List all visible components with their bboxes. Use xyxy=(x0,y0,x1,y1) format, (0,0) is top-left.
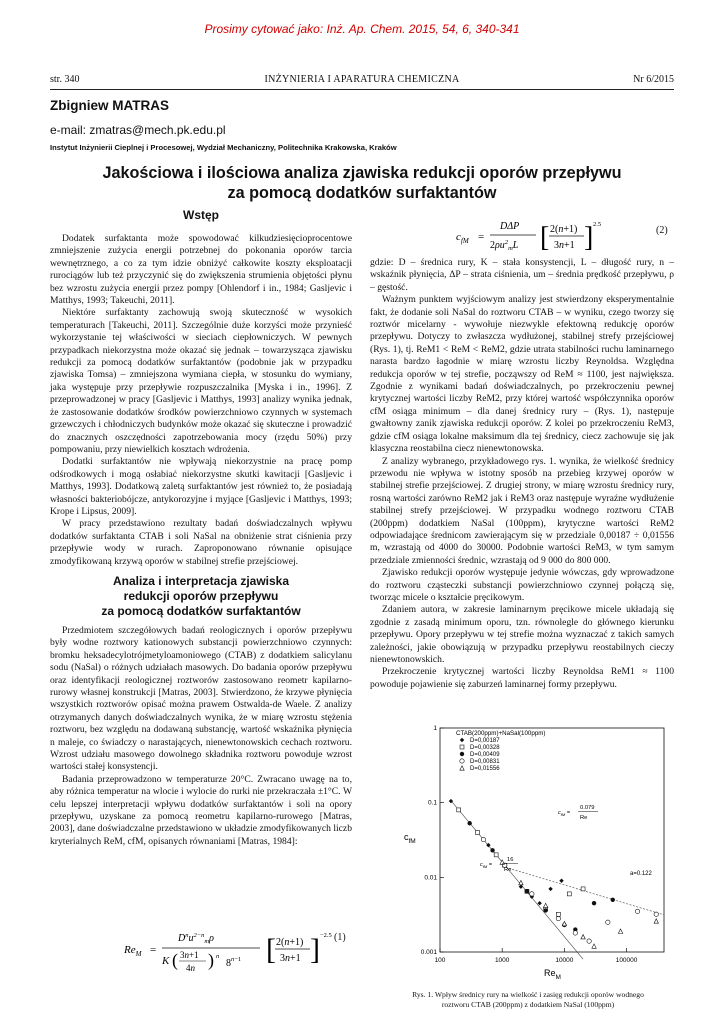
equation-1-formula xyxy=(120,928,360,974)
figure-caption: Rys. 1. Wpływ średnicy rury na wielkość i zasięg redukcji oporów wodnego roztworu CTAB (200ppm) z dodatkiem NaSal (100ppm) xyxy=(412,990,644,1009)
legend-marker xyxy=(460,738,464,742)
legend-title: CTAB(200ppm)+NaSal(100ppm) xyxy=(456,730,546,737)
running-head-issue: Nr 6/2015 xyxy=(633,74,674,85)
svg-text:2(n+1): 2(n+1) xyxy=(550,224,578,235)
paragraph: gdzie: D – średnica rury, K – stała konsystencji, L – długość rury, n – wskaźnik płynięcia, ΔP – strata ciśnienia, um – średnia prędkość przepływu, ρ – gęstość. xyxy=(370,257,674,293)
author-affiliation: Instytut Inżynierii Cieplnej i Procesowej, Wydział Mechaniczny, Politechnika Krakowska, Kraków xyxy=(50,143,397,152)
data-point xyxy=(587,939,591,943)
section-heading-analysis xyxy=(50,574,352,619)
svg-text:]: ] xyxy=(584,222,594,253)
data-point xyxy=(567,892,571,896)
equation-1 xyxy=(120,928,360,974)
svg-text:2(n+1): 2(n+1) xyxy=(276,937,304,948)
svg-text:ReM: $Re_M$ xyxy=(124,944,142,958)
y-tick-label: 0.001 xyxy=(420,949,437,956)
legend-marker xyxy=(460,752,464,756)
right-column xyxy=(370,257,674,691)
running-head-journal: INŻYNIERIA I APARATURA CHEMICZNA xyxy=(264,74,460,85)
legend-marker xyxy=(460,745,464,749)
x-axis-label: $Re_M$ xyxy=(544,968,561,981)
annotation-turbulent xyxy=(558,805,598,821)
figure-1 xyxy=(398,722,674,984)
data-point xyxy=(457,808,461,812)
legend-label: D=0,01556 xyxy=(470,766,500,772)
svg-text:3n+1: 3n+1 xyxy=(180,950,199,960)
paragraph: Dodatki surfaktantów nie wpływają niekorzystnie na pracę pomp odśrodkowych i mogą osłabiać niekorzystne skutki kawitacji [Gasljevic i Matthys, 1993]. Dodatkową zaletą surfaktantów jest również to, że posiadają własności bakteriobójcze, antykorozyjne i myjące [Gasljevic i Matthys, 1993; Krope i Lipsus, 2009]. xyxy=(50,456,352,517)
svg-text:2ρu2mL: $2\rho u^2_mL$ xyxy=(490,239,519,252)
data-point xyxy=(654,912,658,916)
svg-text:cfM: $c_{fM}$ xyxy=(456,231,469,245)
svg-text:]: ] xyxy=(310,933,320,966)
y-tick-label: 0.01 xyxy=(424,874,437,882)
friction-chart xyxy=(398,722,674,984)
paragraph: Dodatek surfaktanta może spowodować kilkudziesięcioprocentowe zmniejszenie zużycia energii potrzebnej do pokonania oporów tarcia wewnętrznego, a co za tym idzie obniżyć całkowite koszty eksploatacji rurociągów lub też przyczynić się do zwiększenia strumienia objętości płynu bez wzrostu zużycia energii przez pompy [Ohlendorf i in., 1984; Gasljevic i Matthys, 1993; Takeuchi, 2011]. xyxy=(50,233,352,307)
legend-marker xyxy=(460,766,464,770)
svg-text:): ) xyxy=(208,950,214,970)
paragraph: W pracy przedstawiono rezultaty badań doświadczalnych wpływu dodatków surfaktanta CTAB i soli NaSal na obniżenie strat ciśnienia przy przepływie wody w rurach. Zaproponowano równanie opisujące zmodyfikowaną krzywą oporów w stabilnej strefie przejściowej. xyxy=(50,518,352,567)
svg-text:Re: Re xyxy=(580,815,588,821)
svg-text:[: [ xyxy=(266,933,276,966)
legend-label: D=0,00328 xyxy=(470,745,500,751)
svg-text:4n: 4n xyxy=(186,963,195,973)
data-point xyxy=(475,830,479,834)
paragraph: Przedmiotem szczegółowych badań reologicznych i oporów przepływu były wodne roztwory kationowych substancji powierzchniowo czynnych: bromku heksadecylotrójmetyloamoniowego (CTAB) z dodatkiem salicylanu sodu (NaSal) o różnych udziałach masowych. Do badania oporów przepływu oraz identyfikacji reologicznej roztworów zastosowano reometr kapilarno-rurowy własnej konstrukcji [Matras, 2003]. Stwierdzono, że krzywe płynięcia wszystkich roztworów opisać można prawem Ostwalda-de Waele. Z analizy otrzymanych danych doświadczalnych wynika, że w miarę wzrostu stężenia roztworu, bez względu na dodawaną substancję, wartość wskaźnika płynięcia n maleje, co świadczy o narastających, nienewtonowskich cechach roztworu. Wzrost udziału masowego dowolnego składnika roztworu powoduje wzrost wartości stałej konsystencji. xyxy=(50,624,352,773)
svg-text:(: ( xyxy=(172,950,178,970)
svg-text:[: [ xyxy=(540,222,550,253)
citation-note: Prosimy cytować jako: Inż. Ap. Chem. 2015, 54, 6, 340-341 xyxy=(204,22,520,36)
paragraph: Niektóre surfaktanty zachowują swoją skuteczność w wysokich temperaturach [Takeuchi, 2011]. Szczególnie duże korzyści może przynieść wykorzystanie tej właściwości w sieciach ciepłowniczych. W pewnych przypadkach niekorzystna może okazać się jednak – towarzysząca zjawisku redukcji za pomocą dodatków surfaktantów (podobnie jak w przypadku zjawiska Tomsa) – zmniejszona wymiana ciepła, w stosunku do wymiany, jaka występuje przy przepływie rozpuszczalnika [Myska i in., 1996]. Z przeprowadzonej w pracy [Gasljevic i Matthys, 1993] analizy wynika jednak, że zastosowanie dodatków środków powierzchniowo czynnych w systemach grzewczych i chłodniczych budynków może okazać się skuteczne i prowadzić do znacznych oszczędności zapotrzebowania mocy (rzędu 50%) przy pompowaniu, przy niewielkich kosztach wdrożenia. xyxy=(50,307,352,455)
svg-text:=: = xyxy=(478,231,485,243)
data-point xyxy=(467,821,471,825)
paragraph: Zdaniem autora, w zakresie laminarnym pręcikowe micele układają się zgodnie z zasadą minimum oporu, tzn. równolegle do głównego kierunku przepływu. Opory przepływu w tej strefie można wyznaczać z takich samych zależności, jakie obowiązują w przypadku przepływu reostabilnych cieczy nienewtonowskich. xyxy=(370,604,674,665)
data-point xyxy=(525,889,529,893)
svg-text:Re: Re xyxy=(504,867,512,873)
svg-text:cfM =: $c_{fM}$ = xyxy=(558,810,570,817)
x-tick-label: 100000 xyxy=(615,957,638,964)
legend-marker xyxy=(460,759,464,763)
svg-text:3n+1: 3n+1 xyxy=(554,240,575,251)
x-tick-label: 100 xyxy=(434,957,446,964)
annotation-laminar xyxy=(480,857,518,873)
section-heading-line: za pomocą dodatków surfaktantów xyxy=(101,603,301,618)
svg-text:8n−1: $8^n-1$ xyxy=(226,956,242,969)
data-point xyxy=(494,853,498,857)
data-point xyxy=(543,908,547,912)
paragraph: Przekroczenie krytycznej wartości liczby Reynoldsa ReM1 ≈ 1100 powoduje pojawienie się zaburzeń laminarnej formy przepływu. xyxy=(370,666,674,690)
data-point xyxy=(481,837,485,841)
y-tick-label: 0.1 xyxy=(427,799,437,807)
data-point xyxy=(559,879,563,883)
running-head-page: str. 340 xyxy=(50,74,80,85)
section-heading-line: redukcji oporów przepływu xyxy=(123,588,279,603)
title-line-2: za pomocą dodatków surfaktantów xyxy=(227,184,497,202)
svg-text:−2.5: −2.5 xyxy=(320,932,332,939)
paragraph: Z analizy wybranego, przykładowego rys. 1. wynika, że wielkość średnicy przewodu nie wpływa w istotny sposób na przebieg krzywej oporów w stabilnej strefie przejściowej. Z drugiej strony, w miarę wzrostu średnicy rury, rosną wartości zarówno ReM2 jak i ReM3 oraz następuje wyraźne wydłużenie stabilnej strefy przejściowej. W przypadku wodnego roztworu CTAB (200ppm) dodatkiem NaSal (100ppm), krytyczne wartości ReM2 odpowiadające średnicom zawierającym się w przedziale 0,00187 ÷ 0,01556 m, wzrastają od 4000 do 30000. Podobnie wartości ReM3, w tym samym przedziale zmienności średnic, wzrastają od 9 000 do 800 000. xyxy=(370,455,674,566)
svg-text:n: n xyxy=(216,953,220,960)
paragraph: Ważnym punktem wyjściowym analizy jest stwierdzony eksperymentalnie fakt, że dodanie soli NaSal do roztworu CTAB – w wyniku, czego tworzy się roztwór micelarny - wywołuje niezwykle efektowną redukcję oporów przepływu. Dotyczy to zwłaszcza wydłużonej, stabilnej strefy przejściowej (Rys. 1), tj. ReM1 < ReM < ReM2, gdzie utrata stabilności ruchu laminarnego narasta bardzo łagodnie w miarę wzrostu liczby Reynoldsa. Względna redukcja oporów w tej strefie, począwszy od ReM ≈ 1100, jest największa. Zgodnie z wynikami badań doświadczalnych, po przekroczeniu pewnej krytycznej wartości liczby ReM2, przy której wartość współczynnika oporów cfM osiąga minimum – dla danej średnicy rury – (Rys. 1), następuje gwałtowny zanik zjawiska redukcji oporów. Z kolei po przekroczeniu ReM3, gdzie cfM osiąga lokalne maksimum dla tej średnicy, ciecz zachowuje się jak klasyczna reostabilna ciecz nienewtonowska. xyxy=(370,294,674,455)
svg-text:Dnu2−nmρ: $D^nu^{2-n}_m\rho$ xyxy=(178,932,214,945)
data-point xyxy=(548,887,552,891)
section-heading-line: Analiza i interpretacja zjawiska xyxy=(112,573,290,588)
y-tick-label: 1 xyxy=(433,725,437,732)
data-point xyxy=(606,920,610,924)
title-line-1: Jakościowa i ilościowa analiza zjawiska redukcji oporów przepływu xyxy=(102,164,622,182)
data-point xyxy=(611,898,615,902)
header-rule xyxy=(50,89,674,90)
svg-text:0.079: 0.079 xyxy=(580,805,595,811)
svg-text:16: 16 xyxy=(507,857,514,863)
author-email[interactable]: e-mail: zmatras@mech.pk.edu.pl xyxy=(50,123,226,137)
data-point xyxy=(592,944,596,948)
data-point xyxy=(490,848,494,852)
data-point xyxy=(530,892,534,896)
data-point xyxy=(519,884,523,888)
section-heading-intro: Wstęp xyxy=(183,208,219,222)
data-point xyxy=(573,931,577,935)
x-tick-label: 1000 xyxy=(494,957,510,964)
paper-title xyxy=(60,163,664,203)
equation-2-formula xyxy=(454,217,604,257)
svg-text:K: K xyxy=(162,955,170,967)
svg-text:cfM =: $c_{fM}$ = xyxy=(480,862,492,869)
x-tick-label: 10000 xyxy=(555,957,574,964)
paragraph: Badania przeprowadzono w temperaturze 20°C. Zwracano uwagę na to, aby różnica temperatur na wlocie i wylocie do rurki nie przekraczała ±1°C. W celu lepszej interpretacji wpływu dodatków surfaktantów i soli na opory przepływu, uzyskane za pomocą reometru kapilarno-rurowego [Matras, 2003], dane doświadczalne przedstawiono w układzie zmodyfikowanych liczb kryterialnych ReM, cfM, opisanych równaniami [Matras, 1984]: xyxy=(50,773,352,847)
svg-text:=: = xyxy=(150,944,157,956)
data-point xyxy=(635,909,639,913)
annotation-a: a=0.122 xyxy=(630,871,652,877)
svg-text:DΔP: DΔP xyxy=(500,221,520,232)
legend-label: D=0,00831 xyxy=(470,759,500,765)
svg-text:3n+1: 3n+1 xyxy=(280,953,301,964)
data-point xyxy=(592,901,596,905)
equation-2-number: (2) xyxy=(656,225,668,236)
chart-legend xyxy=(456,730,545,772)
data-point xyxy=(581,887,585,891)
data-point xyxy=(618,929,622,933)
equation-2 xyxy=(454,217,604,257)
svg-text:2.5: 2.5 xyxy=(593,221,602,228)
data-point xyxy=(654,919,658,923)
data-point xyxy=(556,912,560,916)
legend-label: D=0,00187 xyxy=(470,738,500,744)
left-column xyxy=(50,233,352,848)
paragraph: Zjawisko redukcji oporów występuje jedynie wówczas, gdy wprowadzone do roztworu cząsteczki substancji powierzchniowo czynnej połączą się, tworząc micele o kształcie pręcikowym. xyxy=(370,567,674,603)
y-axis-label: $c_{fM}$ xyxy=(404,832,416,845)
legend-label: D=0,00409 xyxy=(470,752,500,758)
data-point xyxy=(543,903,547,907)
author-name: Zbigniew MATRAS xyxy=(50,98,169,113)
data-point xyxy=(556,916,560,920)
equation-1-number: (1) xyxy=(334,932,346,943)
data-point xyxy=(581,935,585,939)
